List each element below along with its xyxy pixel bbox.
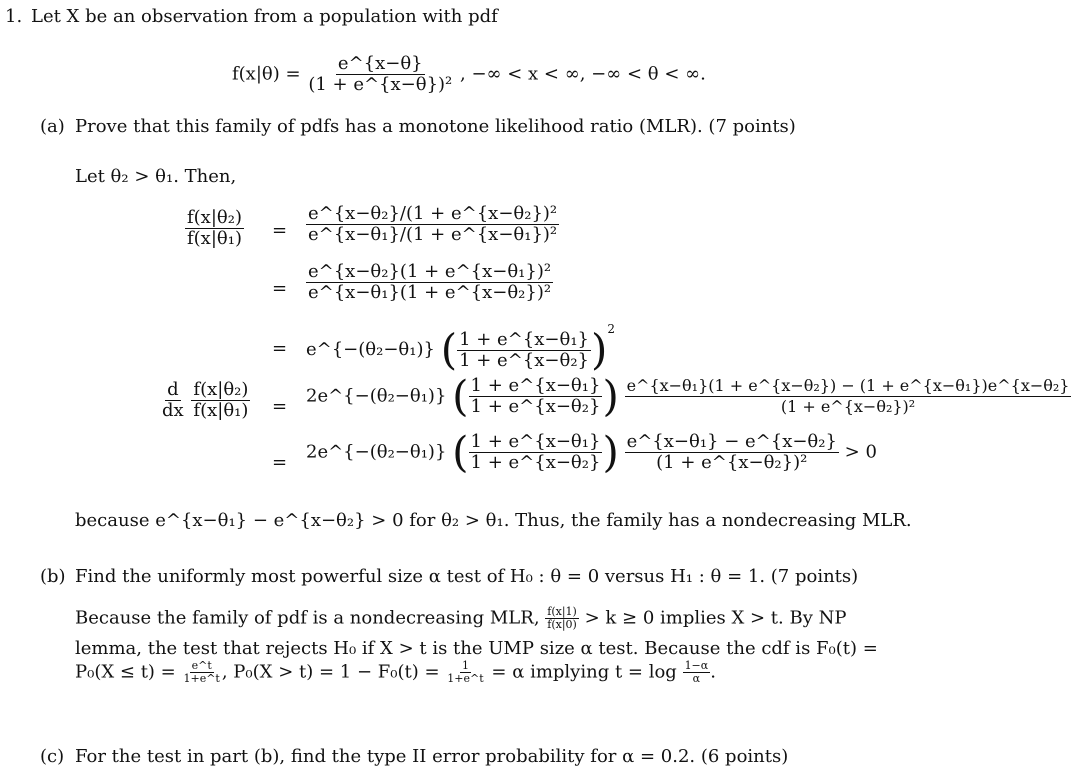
pdf-lhs: f(x|θ) = [232, 63, 301, 85]
eq5-denominator: (1 + e^{x−θ₂})² [656, 452, 808, 473]
eq4-paren-den: 1 + e^{x−θ₂} [470, 396, 601, 417]
eq3-paren-num: 1 + e^{x−θ₁} [459, 328, 589, 350]
pdf-denominator: (1 + e^{x−θ})² [308, 74, 453, 95]
pdf-numerator: e^{x−θ} [337, 53, 423, 74]
pdf-fraction [306, 54, 454, 95]
eq4-denominator: (1 + e^{x−θ₂})² [780, 397, 916, 416]
lhs-ratio-num: f(x|θ₂) [187, 207, 242, 228]
log-num: 1−α [684, 659, 709, 672]
eq5-numerator: e^{x−θ₁} − e^{x−θ₂} [626, 431, 837, 452]
cdf-den: 1+e^t [183, 672, 220, 685]
part-b-line1 [75, 606, 846, 631]
part-b-line3-a: P₀(X ≤ t) = [75, 661, 176, 683]
log-den: α [692, 672, 701, 685]
part-b-ratio-num: f(x|1) [547, 605, 577, 618]
part-b-line3-b: , P₀(X > t) = 1 − F₀(t) = [221, 661, 440, 683]
eq5: 2e^{−(θ₂−θ₁)} ( $\frac{\text{1 + e\textasciicircum{}\{x−θ₁\}}}{\text{1 + e\textasciicircum{}\{x−θ₂\}}}$ ) $\frac{\text{e\textasciicircum{}\{x−θ₁\} − e\textasciicircum{}\{x−θ₂\}}}{\text{(1 + e\textasciicircum{}\{x−θ₂\})²}}$ > 0 [306, 427, 877, 477]
pdf-equation [232, 54, 706, 95]
part-b-line2: lemma, the test that rejects H₀ if X > t is the UMP size α test. Because the cdf is F₀(t) = [75, 638, 878, 659]
eq2-numerator: e^{x−θ₂}(1 + e^{x−θ₁})² [308, 261, 552, 282]
eq5-prefix: 2e^{−(θ₂−θ₁)} [306, 441, 447, 463]
eq3-equals: = [272, 338, 288, 359]
eq4-equals: = [272, 396, 288, 417]
eq1-numerator: e^{x−θ₂}/(1 + e^{x−θ₂})² [308, 203, 558, 224]
eq2-denominator: e^{x−θ₁}(1 + e^{x−θ₂})² [308, 282, 552, 303]
part-c-label: (c) [40, 746, 65, 767]
eq3-prefix: e^{−(θ₂−θ₁)} [306, 339, 435, 360]
cdf-num: e^t [191, 659, 212, 672]
part-b-label: (b) [40, 566, 66, 587]
deriv-d: d [167, 379, 179, 400]
eq4: 2e^{−(θ₂−θ₁)} ( $\frac{\text{1 + e\textasciicircum{}\{x−θ₁\}}}{\text{1 + e\textasciicircum{}\{x−θ₂\}}}$ ) $\frac{\text{e\textasciicircum{}\{x−θ₁\}(1 + e\textasciicircum{}\{x−θ₂\}) − (1 + e\textasciicircum{}\{x−θ₁\})e\textasciicircum{}\{x−θ₂\}}}{\text{(1 + e\textasciicircum{}\{x−θ₂\})²}}$ [306, 371, 1070, 421]
eq3: e^{−(θ₂−θ₁)} ( $\frac{\text{1 + e\textasciicircum{}\{x−θ₁\}}}{\text{1 + e\textasciicircum{}\{x−θ₂\}}}$ )$^2$ [306, 322, 616, 374]
eq1-equals: = [272, 220, 288, 241]
deriv-dx: dx [162, 400, 184, 421]
problem-number: 1. [5, 6, 23, 27]
eq1-denominator: e^{x−θ₁}/(1 + e^{x−θ₁})² [308, 224, 558, 245]
pdf-domain: , −∞ < x < ∞, −∞ < θ < ∞. [460, 63, 706, 85]
surv-den: 1+e^t [447, 672, 484, 685]
part-c-question: For the test in part (b), find the type II error probability for α = 0.2. (6 points) [75, 746, 789, 767]
part-b-line1-pre: Because the family of pdf is a nondecreasing MLR, [75, 607, 540, 629]
part-b-line3 [75, 660, 716, 685]
eq3-power: 2 [607, 322, 616, 336]
part-a-conclusion: because e^{x−θ₁} − e^{x−θ₂} > 0 for θ₂ > θ₁. Thus, the family has a nondecreasing MLR. [75, 510, 912, 531]
part-a-question: Prove that this family of pdfs has a monotone likelihood ratio (MLR). (7 points) [75, 116, 796, 137]
part-a-let: Let θ₂ > θ₁. Then, [75, 166, 237, 187]
part-b-ratio-den: f(x|0) [547, 618, 577, 631]
part-b-question: Find the uniformly most powerful size α test of H₀ : θ = 0 versus H₁ : θ = 1. (7 points) [75, 566, 859, 587]
part-b-line3-c: = α implying t = log [491, 661, 677, 683]
eq4-paren-num: 1 + e^{x−θ₁} [470, 375, 601, 396]
eq1 [306, 204, 559, 245]
eq2-equals: = [272, 278, 288, 299]
part-b-line1-post: > k ≥ 0 implies X > t. By NP [584, 607, 847, 629]
eq4-prefix: 2e^{−(θ₂−θ₁)} [306, 385, 447, 407]
problem-intro: Let X be an observation from a population with pdf [31, 6, 498, 27]
eq4-numerator: e^{x−θ₁}(1 + e^{x−θ₂}) − (1 + e^{x−θ₁})e^{x−θ₂} [626, 376, 1070, 395]
eq5-tail: > 0 [844, 441, 877, 463]
eq5-paren-den: 1 + e^{x−θ₂} [470, 452, 601, 473]
eq5-equals: = [272, 452, 288, 473]
deriv-ratio-den: f(x|θ₁) [193, 400, 249, 421]
deriv-ratio-num: f(x|θ₂) [193, 379, 249, 400]
part-a-label: (a) [40, 116, 65, 137]
lhs-ratio-den: f(x|θ₁) [187, 228, 242, 249]
surv-num: 1 [461, 659, 469, 672]
deriv-lhs [160, 380, 250, 421]
eq5-paren-num: 1 + e^{x−θ₁} [470, 431, 601, 452]
eq3-paren-den: 1 + e^{x−θ₂} [459, 349, 589, 371]
lhs-ratio [185, 208, 244, 249]
part-b-line3-end: . [710, 661, 716, 683]
eq2 [306, 262, 553, 303]
